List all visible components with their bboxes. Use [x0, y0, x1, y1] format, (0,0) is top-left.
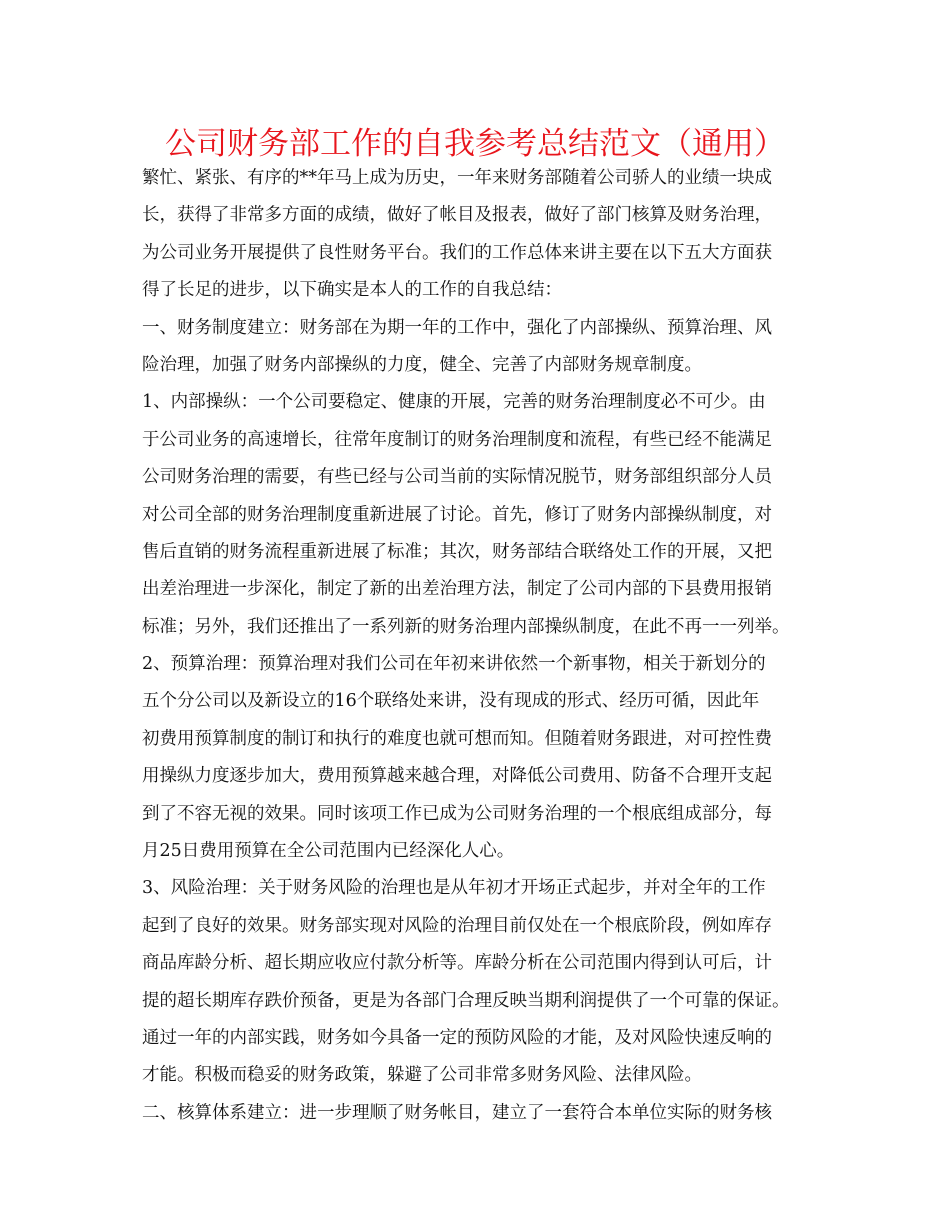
paragraph-line: 得了长足的进步，以下确实是本人的工作的自我总结：	[142, 280, 562, 301]
document-body	[142, 160, 832, 1132]
paragraph-line: 商品库龄分析、超长期应收应付款分析等。库龄分析在公司范围内得到认可后，计	[142, 953, 772, 974]
paragraph-line: 五个分公司以及新设立的16个联络处来讲，没有现成的形式、经历可循，因此年	[142, 691, 760, 712]
subsection-line: 2、预算治理：预算治理对我们公司在年初来讲依然一个新事物，相关于新划分的	[142, 654, 766, 675]
paragraph-line: 对公司全部的财务治理制度重新进展了讨论。首先，修订了财务内部操纵制度，对	[142, 504, 772, 525]
paragraph-line: 长，获得了非常多方面的成绩，做好了帐目及报表，做好了部门核算及财务治理，	[142, 205, 772, 226]
paragraph-line: 才能。积极而稳妥的财务政策，躲避了公司非常多财务风险、法律风险。	[142, 1065, 702, 1086]
paragraph-line: 初费用预算制度的制订和执行的难度也就可想而知。但随着财务跟进，对可控性费	[142, 728, 772, 749]
paragraph-line: 为公司业务开展提供了良性财务平台。我们的工作总体来讲主要在以下五大方面获	[142, 242, 772, 263]
paragraph-line: 售后直销的财务流程重新进展了标准；其次，财务部结合联络处工作的开展，又把	[142, 541, 772, 562]
paragraph-line: 月25日费用预算在全公司范围内已经深化人心。	[142, 841, 515, 862]
section-heading-line: 一、财务制度建立：财务部在为期一年的工作中，强化了内部操纵、预算治理、风	[142, 317, 772, 338]
paragraph-line: 出差治理进一步深化，制定了新的出差治理方法，制定了公司内部的下县费用报销	[142, 579, 772, 600]
paragraph-line: 繁忙、紧张、有序的**年马上成为历史，一年来财务部随着公司骄人的业绩一块成	[142, 168, 772, 188]
paragraph-line: 起到了良好的效果。财务部实现对风险的治理目前仅处在一个根底阶段，例如库存	[142, 915, 772, 936]
paragraph-line: 于公司业务的高速增长，往常年度制订的财务治理制度和流程，有些已经不能满足	[142, 429, 772, 450]
paragraph-line: 公司财务治理的需要，有些已经与公司当前的实际情况脱节，财务部组织部分人员	[142, 467, 772, 488]
paragraph-line: 提的超长期库存跌价预备，更是为各部门合理反映当期利润提供了一个可靠的保证。	[142, 990, 790, 1011]
paragraph-line: 标准；另外，我们还推出了一系列新的财务治理内部操纵制度，在此不再一一列举。	[142, 616, 790, 637]
paragraph-line: 通过一年的内部实践，财务如今具备一定的预防风险的才能，及对风险快速反响的	[142, 1027, 772, 1048]
paragraph-line: 到了不容无视的效果。同时该项工作已成为公司财务治理的一个根底组成部分，每	[142, 803, 772, 824]
subsection-line: 1、内部操纵：一个公司要稳定、健康的开展，完善的财务治理制度必不可少。由	[142, 392, 766, 413]
section-heading-line: 二、核算体系建立：进一步理顺了财务帐目，建立了一套符合本单位实际的财务核	[142, 1102, 772, 1123]
paragraph-line: 用操纵力度逐步加大，费用预算越来越合理，对降低公司费用、防备不合理开支起	[142, 766, 772, 787]
document-title: 公司财务部工作的自我参考总结范文（通用）	[165, 126, 785, 162]
paragraph-line: 险治理，加强了财务内部操纵的力度，健全、完善了内部财务规章制度。	[142, 354, 702, 375]
subsection-line: 3、风险治理：关于财务风险的治理也是从年初才开场正式起步，并对全年的工作	[142, 878, 766, 899]
